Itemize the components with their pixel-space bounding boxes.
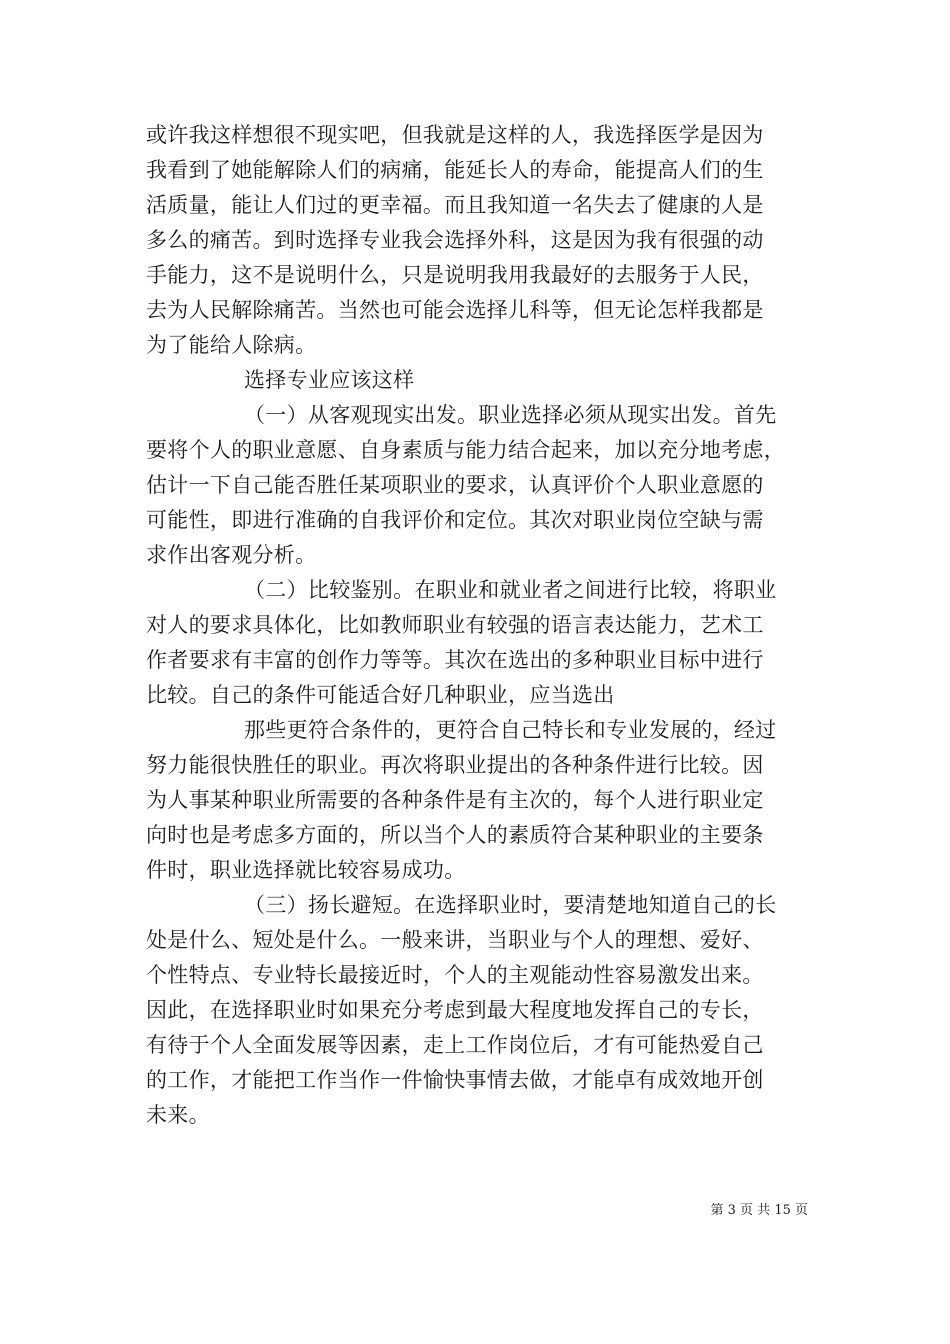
text-line: 作者要求有丰富的创作力等等。其次在选出的多种职业目标中进行 [146, 648, 764, 672]
text-line: 手能力，这不是说明什么，只是说明我用我最好的去服务于人民， [146, 263, 764, 287]
text-line: 可能性，即进行准确的自我评价和定位。其次对职业岗位空缺与需 [146, 508, 764, 532]
page-number: 第 3 页 共 15 页 [710, 1203, 808, 1218]
text-line: 要将个人的职业意愿、自身素质与能力结合起来，加以充分地考虑， [146, 438, 785, 462]
text-line: 为了能给人除病。 [146, 333, 317, 357]
section-heading: 选择专业应该这样 [244, 368, 415, 392]
text-line: 努力能很快胜任的职业。再次将职业提出的各种条件进行比较。因 [146, 753, 764, 777]
text-line: 那些更符合条件的，更符合自己特长和专业发展的，经过 [244, 718, 777, 742]
text-line: 的工作，才能把工作当作一件愉快事情去做，才能卓有成效地开创 [146, 1068, 764, 1092]
text-line: 因此，在选择职业时如果充分考虑到最大程度地发挥自己的专长， [146, 998, 764, 1022]
body-text [146, 118, 808, 1133]
text-line: 未来。 [146, 1103, 210, 1127]
text-line: 多么的痛苦。到时选择专业我会选择外科，这是因为我有很强的动 [146, 228, 764, 252]
text-line: 对人的要求具体化，比如教师职业有较强的语言表达能力，艺术工 [146, 613, 764, 637]
text-line: （二）比较鉴别。在职业和就业者之间进行比较，将职业 [244, 578, 777, 602]
text-line: 或许我这样想很不现实吧，但我就是这样的人，我选择医学是因为 [146, 123, 764, 147]
text-line: 为人事某种职业所需要的各种条件是有主次的，每个人进行职业定 [146, 788, 764, 812]
text-line: 活质量，能让人们过的更幸福。而且我知道一名失去了健康的人是 [146, 193, 764, 217]
text-line: 比较。自己的条件可能适合好几种职业，应当选出 [146, 683, 615, 707]
text-line: （一）从客观现实出发。职业选择必须从现实出发。首先 [244, 403, 777, 427]
text-line: 件时，职业选择就比较容易成功。 [146, 858, 466, 882]
text-line: 估计一下自己能否胜任某项职业的要求，认真评价个人职业意愿的 [146, 473, 764, 497]
text-line: 个性特点、专业特长最接近时，个人的主观能动性容易激发出来。 [146, 963, 764, 987]
text-line: 有待于个人全面发展等因素，走上工作岗位后，才有可能热爱自己 [146, 1033, 764, 1057]
text-line: （三）扬长避短。在选择职业时，要清楚地知道自己的长 [244, 893, 777, 917]
text-line: 求作出客观分析。 [146, 543, 317, 567]
text-line: 向时也是考虑多方面的，所以当个人的素质符合某种职业的主要条 [146, 823, 764, 847]
text-line: 我看到了她能解除人们的病痛，能延长人的寿命，能提高人们的生 [146, 158, 764, 182]
text-line: 处是什么、短处是什么。一般来讲，当职业与个人的理想、爱好、 [146, 928, 764, 952]
text-line: 去为人民解除痛苦。当然也可能会选择儿科等，但无论怎样我都是 [146, 298, 764, 322]
